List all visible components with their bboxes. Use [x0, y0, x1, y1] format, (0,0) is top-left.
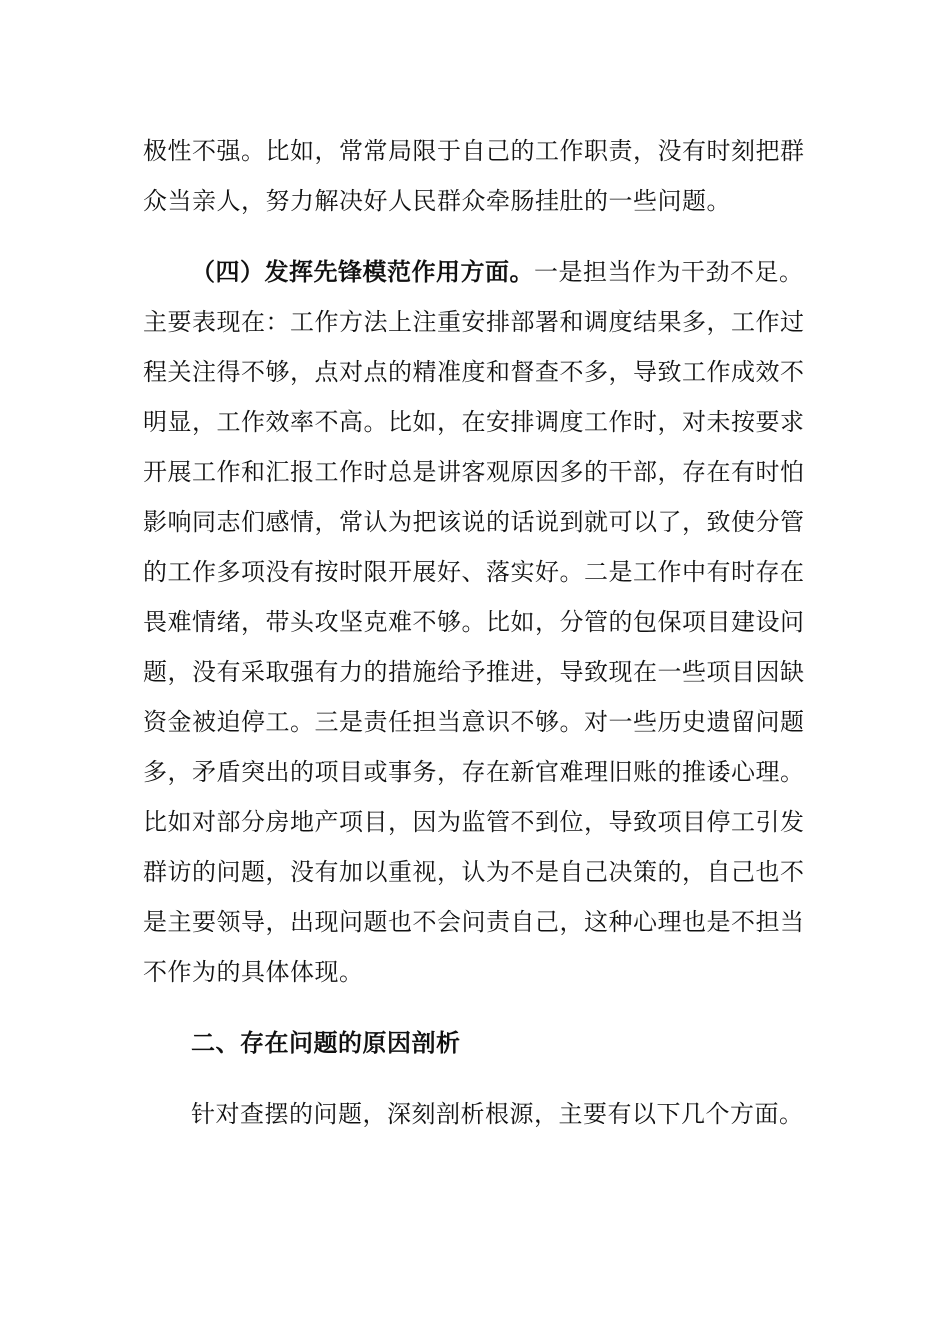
paragraph-2-line-12: 比如对部分房地产项目，因为监管不到位，导致项目停工引发	[143, 808, 805, 836]
section-heading: 二、存在问题的原因剖析	[191, 1029, 461, 1057]
paragraph-2-line-15: 不作为的具体体现。	[143, 958, 364, 986]
paragraph-2-line-6: 影响同志们感情，常认为把该说的话说到就可以了，致使分管	[143, 508, 805, 536]
paragraph-2-line-11: 多，矛盾突出的项目或事务，存在新官难理旧账的推诿心理。	[143, 758, 805, 786]
paragraph-1-line-1: 极性不强。比如，常常局限于自己的工作职责，没有时刻把群	[143, 137, 805, 165]
paragraph-2-first-sentence: 一是担当作为干劲不足。	[534, 258, 804, 286]
paragraph-2-line-9: 题，没有采取强有力的措施给予推进，导致现在一些项目因缺	[143, 658, 805, 686]
paragraph-2-line-8: 畏难情绪，带头攻坚克难不够。比如，分管的包保项目建设问	[143, 608, 805, 636]
paragraph-2-line-10: 资金被迫停工。三是责任担当意识不够。对一些历史遗留问题	[143, 708, 805, 736]
paragraph-2-line-1	[191, 257, 804, 287]
paragraph-2-line-7: 的工作多项没有按时限开展好、落实好。二是工作中有时存在	[143, 558, 805, 586]
paragraph-1-line-2: 众当亲人，努力解决好人民群众牵肠挂肚的一些问题。	[143, 187, 731, 215]
paragraph-2-line-5: 开展工作和汇报工作时总是讲客观原因多的干部，存在有时怕	[143, 458, 805, 486]
paragraph-2-line-3: 程关注得不够，点对点的精准度和督查不多，导致工作成效不	[143, 358, 805, 386]
paragraph-3: 针对查摆的问题，深刻剖析根源，主要有以下几个方面。	[191, 1100, 804, 1128]
paragraph-2-line-2: 主要表现在：工作方法上注重安排部署和调度结果多，工作过	[143, 308, 805, 336]
subsection-heading: （四）发挥先锋模范作用方面。	[191, 258, 534, 286]
paragraph-2-line-4: 明显，工作效率不高。比如，在安排调度工作时，对未按要求	[143, 408, 805, 436]
paragraph-2-line-13: 群访的问题，没有加以重视，认为不是自己决策的，自己也不	[143, 858, 805, 886]
paragraph-2-line-14: 是主要领导，出现问题也不会问责自己，这种心理也是不担当	[143, 908, 805, 936]
